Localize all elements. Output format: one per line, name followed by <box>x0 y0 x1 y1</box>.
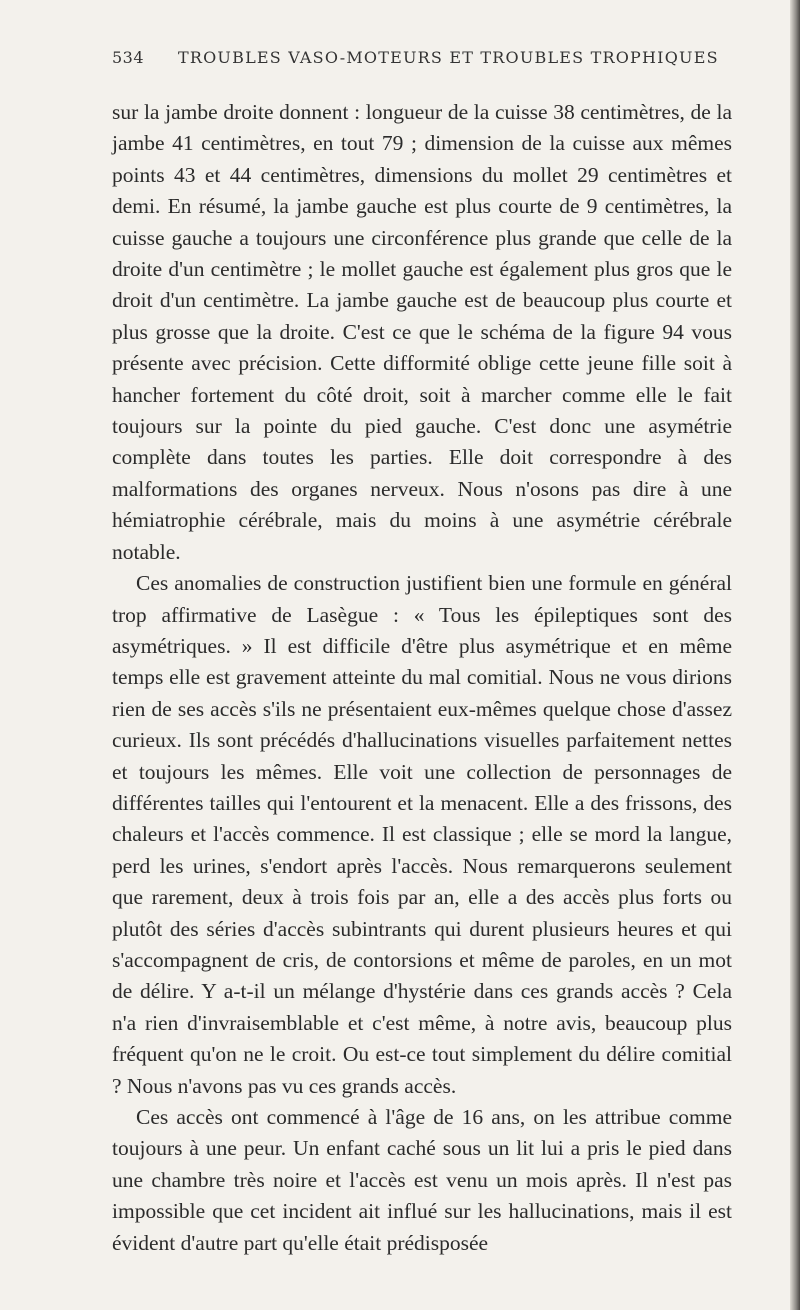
page-number: 534 <box>112 48 145 67</box>
paragraph-3: Ces accès ont commencé à l'âge de 16 ans, on les attribue comme toujours à une peur. Un enfant caché sous un lit lui a pris le pied dans une chambre très noire et l'accès est venu un mois après. Il n'est pas impossible que cet incident ait influé sur les hallucinations, mais il est évident d'autre part qu'elle était prédisposée <box>112 1105 732 1255</box>
body-text <box>112 97 732 1259</box>
paragraph-2: Ces anomalies de construction justifient bien une formule en général trop affirmative de Lasègue : « Tous les épileptiques sont des asymétriques. » Il est difficile d'être plus asymétrique et en même temps elle est gravement atteinte du mal comitial. Nous ne vous dirions rien de ses accès s'ils ne présentaient eux-mêmes quelque chose d'assez curieux. Ils sont précédés d'hallucinations visuelles parfaitement nettes et toujours les mêmes. Elle voit une collection de personnages de différentes tailles qui l'entourent et la menacent. Elle a des frissons, des chaleurs et l'accès commence. Il est classique ; elle se mord la langue, perd les urines, s'endort après l'accès. Nous remarquerons seulement que rarement, deux à trois fois par an, elle a des accès plus forts ou plutôt des séries d'accès subintrants qui durent plusieurs heures et qui s'accompagnent de cris, de contorsions et même de paroles, en un mot de délire. Y a-t-il un mélange d'hystérie dans ces grands accès ? Cela n'a rien d'invraisemblable et c'est même, à notre avis, beaucoup plus fréquent qu'on ne le croit. Ou est-ce tout simplement du délire comitial ? Nous n'avons pas vu ces grands accès. <box>112 571 732 1098</box>
running-title: TROUBLES VASO-MOTEURS ET TROUBLES TROPHIQUES <box>178 48 719 67</box>
book-spine-edge <box>790 0 800 1310</box>
running-head <box>0 48 790 78</box>
paragraph-1: sur la jambe droite donnent : longueur de la cuisse 38 centimètres, de la jambe 41 centimètres, en tout 79 ; dimension de la cuisse aux mêmes points 43 et 44 centimètres, dimensions du mollet 29 centimètres et demi. En résumé, la jambe gauche est plus courte de 9 centimètres, la cuisse gauche a toujours une circonférence plus grande que celle de la droite d'un centimètre ; le mollet gauche est également plus gros que le droit d'un centimètre. La jambe gauche est de beaucoup plus courte et plus grosse que la droite. C'est ce que le schéma de la figure 94 vous présente avec précision. Cette difformité oblige cette jeune fille soit à hancher fortement du côté droit, soit à marcher comme elle le fait toujours sur la pointe du pied gauche. C'est donc une asymétrie complète dans toutes les parties. Elle doit correspondre à des malformations des organes nerveux. Nous n'osons pas dire à une hémiatrophie cérébrale, mais du moins à une asymétrie cérébrale notable. <box>112 100 732 564</box>
